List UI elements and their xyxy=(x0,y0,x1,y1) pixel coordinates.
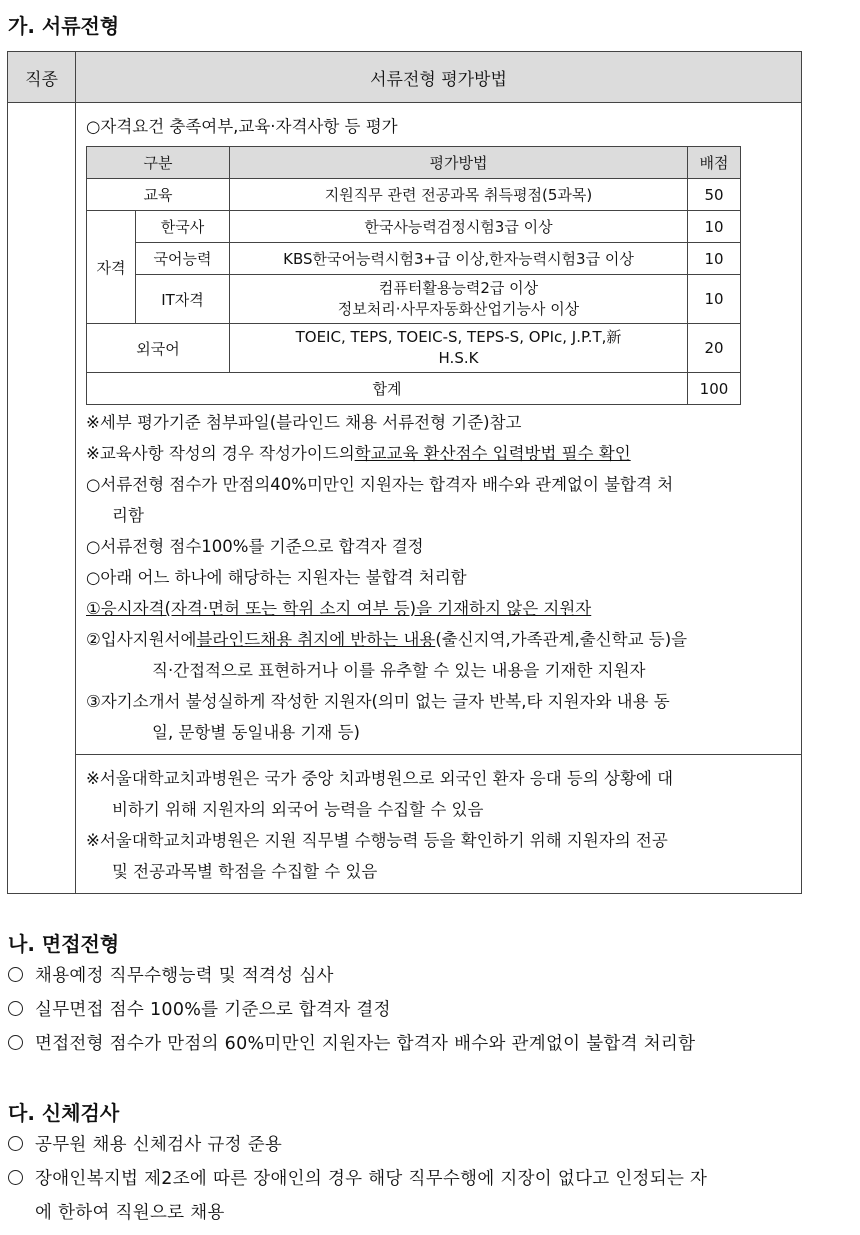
footnote-foreign-line1: ※서울대학교치과병원은 국가 중앙 치과병원으로 외국인 환자 응대 등의 상황에 대 xyxy=(86,769,674,788)
interview-item-text: 실무면접 점수 100%를 기준으로 합격자 결정 xyxy=(35,1000,391,1020)
interview-item xyxy=(8,962,334,987)
intro-line: ○자격요건 충족여부,교육·자격사항 등 평가 xyxy=(86,117,398,136)
circle-bullet-icon xyxy=(8,1136,23,1151)
medical-item-2-line1: 장애인복지법 제2조에 따른 장애인의 경우 해당 직무수행에 지장이 없다고 인정되는 자 xyxy=(35,1169,708,1189)
note-fail-40 xyxy=(86,469,793,531)
medical-item xyxy=(8,1165,707,1190)
footnote-major-line2: 및 전공과목별 학점을 수집할 수 있음 xyxy=(112,862,378,881)
footnote-major xyxy=(86,825,793,887)
header-job-type: 직종 xyxy=(8,52,76,103)
note-disqualify-2-underlined: 블라인드채용 취지에 반하는 내용 xyxy=(196,630,436,649)
education-label: 교육 xyxy=(87,179,230,211)
korean-ability-score: 10 xyxy=(688,243,741,275)
foreign-language-method xyxy=(230,324,688,373)
medical-item-2-cont xyxy=(35,1199,225,1224)
it-cert-label: IT자격 xyxy=(136,275,230,324)
interview-item-text: 채용예정 직무수행능력 및 적격성 심사 xyxy=(35,966,334,986)
interview-item-text: 면접전형 점수가 만점의 60%미만인 지원자는 합격자 배수와 관계없이 불합격 처리함 xyxy=(35,1034,696,1054)
note-disqualify-2-pre: ②입사지원서에 xyxy=(86,630,197,649)
interview-item xyxy=(8,996,391,1021)
medical-item-2-line2: 에 한하여 직원으로 채용 xyxy=(35,1203,225,1223)
note-disqualify-3-line1: ③자기소개서 불성실하게 작성한 지원자(의미 없는 글자 반복,타 지원자와 내용 동 xyxy=(86,692,670,711)
note-education-guide-underlined: 학교교육 환산점수 입력방법 필수 확인 xyxy=(354,444,631,463)
section-b-title: 나. 면접전형 xyxy=(8,932,120,956)
qualification-label: 자격 xyxy=(87,211,136,324)
it-cert-score: 10 xyxy=(688,275,741,324)
footnote-foreign xyxy=(86,763,793,825)
note-disqualify-3-line2: 일, 문항별 동일내용 기재 등) xyxy=(152,723,360,742)
note-disqualify-3 xyxy=(86,686,793,748)
note-disqualify-2-post: (출신지역,가족관계,출신학교 등)을 xyxy=(435,630,688,649)
note-criteria: ※세부 평가기준 첨부파일(블라인드 채용 서류전형 기준)참고 xyxy=(86,413,522,432)
note-disqualify-2-line2: 직·간접적으로 표현하거나 이를 유추할 수 있는 내용을 기재한 지원자 xyxy=(152,661,646,680)
medical-item-text: 공무원 채용 신체검사 규정 준용 xyxy=(35,1135,283,1155)
it-cert-method-line1: 컴퓨터활용능력2급 이상 xyxy=(378,279,539,297)
total-score: 100 xyxy=(688,373,741,405)
circle-bullet-icon xyxy=(8,1001,23,1016)
score-header-method: 평가방법 xyxy=(230,147,688,179)
korean-history-label: 한국사 xyxy=(136,211,230,243)
header-evaluation-method: 서류전형 평가방법 xyxy=(76,52,802,103)
section-c-title: 다. 신체검사 xyxy=(8,1101,120,1125)
note-education-guide xyxy=(86,438,793,469)
job-type-cell xyxy=(8,103,76,894)
foreign-language-method-line1: TOEIC, TEPS, TOEIC-S, TEPS-S, OPIc, J.P.T,新 xyxy=(295,328,622,346)
score-table xyxy=(86,146,741,405)
note-fail-40-line2: 리함 xyxy=(112,506,144,525)
foreign-language-label: 외국어 xyxy=(87,324,230,373)
footnote-major-line1: ※서울대학교치과병원은 지원 직무별 수행능력 등을 확인하기 위해 지원자의 전공 xyxy=(86,831,668,850)
korean-history-method: 한국사능력검정시험3급 이상 xyxy=(230,211,688,243)
total-label: 합계 xyxy=(87,373,688,405)
foreign-language-score: 20 xyxy=(688,324,741,373)
circle-bullet-icon xyxy=(8,1170,23,1185)
footnote-cell xyxy=(76,755,802,894)
education-score: 50 xyxy=(688,179,741,211)
medical-item xyxy=(8,1131,282,1156)
education-method: 지원직무 관련 전공과목 취득평점(5과목) xyxy=(230,179,688,211)
korean-ability-label: 국어능력 xyxy=(136,243,230,275)
note-disqualify-2 xyxy=(86,624,793,686)
note-pass-criteria: ○서류전형 점수100%를 기준으로 합격자 결정 xyxy=(86,537,424,556)
section-a-title: 가. 서류전형 xyxy=(8,14,120,38)
korean-ability-method: KBS한국어능력시험3+급 이상,한자능력시험3급 이상 xyxy=(230,243,688,275)
note-disqualify-1-text: ①응시자격(자격·면허 또는 학위 소지 여부 등)을 기재하지 않은 지원자 xyxy=(86,599,592,618)
note-education-guide-text: ※교육사항 작성의 경우 작성가이드의 xyxy=(86,444,355,463)
foreign-language-method-line2: H.S.K xyxy=(438,349,479,367)
score-header-points: 배점 xyxy=(688,147,741,179)
circle-bullet-icon xyxy=(8,1035,23,1050)
note-fail-40-line1: ○서류전형 점수가 만점의40%미만인 지원자는 합격자 배수와 관계없이 불합격 처 xyxy=(86,475,674,494)
document-screening-table xyxy=(7,51,802,894)
circle-bullet-icon xyxy=(8,967,23,982)
interview-item xyxy=(8,1030,695,1055)
it-cert-method xyxy=(230,275,688,324)
evaluation-body xyxy=(76,103,802,755)
note-disqualify-intro: ○아래 어느 하나에 해당하는 지원자는 불합격 처리함 xyxy=(86,568,467,587)
score-header-category: 구분 xyxy=(87,147,230,179)
it-cert-method-line2: 정보처리·사무자동화산업기능사 이상 xyxy=(337,300,580,318)
footnote-foreign-line2: 비하기 위해 지원자의 외국어 능력을 수집할 수 있음 xyxy=(112,800,484,819)
korean-history-score: 10 xyxy=(688,211,741,243)
note-disqualify-1 xyxy=(86,593,793,624)
